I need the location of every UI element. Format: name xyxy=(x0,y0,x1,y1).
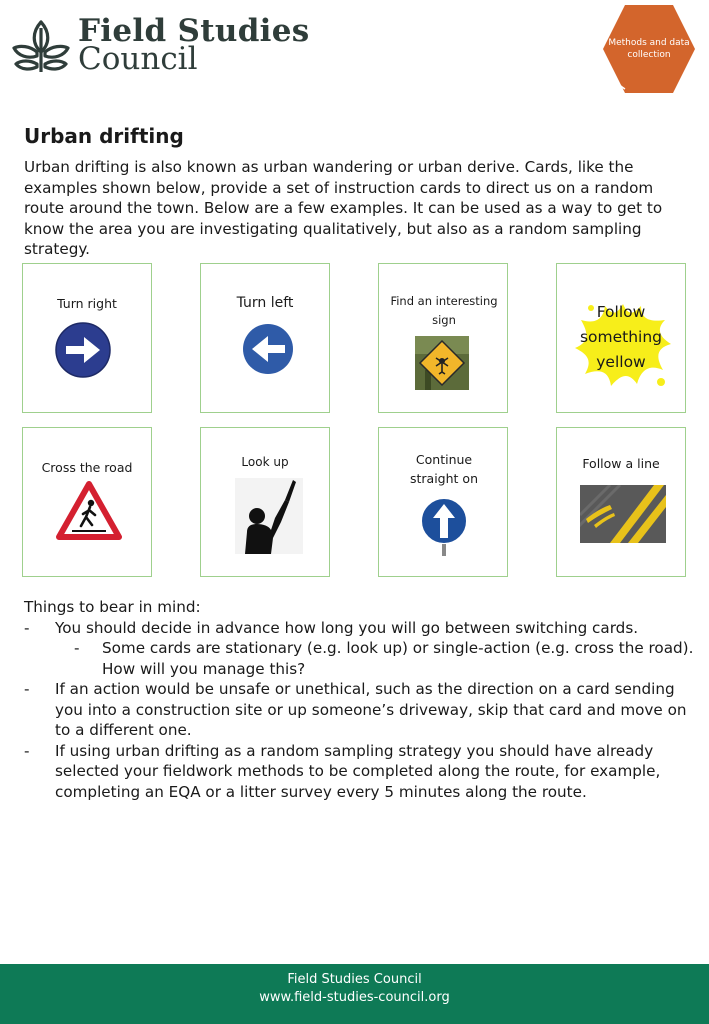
straight-ahead-sign-icon xyxy=(419,496,469,556)
card-label: Look up xyxy=(241,455,289,469)
card-follow-yellow xyxy=(556,263,686,413)
list-item xyxy=(24,741,694,803)
list-item-text: If an action would be unsafe or unethical, such as the direction on a card sending you into a construction site or up someone’s driveway, skip that card and move on to a different one. xyxy=(55,680,687,739)
person-pointing-up-silhouette xyxy=(235,472,303,554)
list-item-text: Some cards are stationary (e.g. look up) or single-action (e.g. cross the road). How will you manage this? xyxy=(102,639,694,678)
card-look-up xyxy=(200,427,330,577)
footer-website-link[interactable]: www.field-studies-council.org xyxy=(259,990,450,1005)
card-cross-road xyxy=(22,427,152,577)
card-label: Follow something yellow xyxy=(579,303,663,371)
section-badge xyxy=(601,3,697,95)
list-item xyxy=(24,679,694,741)
card-label: Turn right xyxy=(57,296,117,311)
sub-list-item xyxy=(24,638,694,679)
card-label: Find an interesting sign xyxy=(390,294,498,327)
bullet-dash: - xyxy=(74,639,80,657)
brand-line1: Field Studies xyxy=(78,13,310,49)
list-item-text: If using urban drifting as a random sampling strategy you should have already selected your fieldwork methods to be completed along the route, for example, completing an EQA or a litter survey every 5 minutes along the route. xyxy=(55,741,661,801)
brand-wordmark xyxy=(78,13,310,77)
card-label: Cross the road xyxy=(41,460,133,475)
card-continue-straight xyxy=(378,427,508,577)
page-title: Urban drifting xyxy=(24,124,184,148)
pedestrian-crossing-sign-icon xyxy=(56,481,122,541)
card-turn-left xyxy=(200,263,330,413)
bullet-dash: - xyxy=(24,618,30,637)
bullet-dash: - xyxy=(24,680,30,698)
card-label: Continue straight on xyxy=(410,452,478,486)
fsc-logo xyxy=(10,14,310,76)
badge-label: Methods and data collection xyxy=(608,38,690,60)
warning-sign-photo xyxy=(415,336,469,390)
turn-right-sign-icon xyxy=(54,321,112,379)
considerations-list xyxy=(24,597,694,802)
bullet-dash: - xyxy=(24,741,30,760)
considerations-heading: Things to bear in mind: xyxy=(24,598,201,616)
intro-paragraph: Urban drifting is also known as urban wandering or urban derive. Cards, like the examples shown below, provide a set of instruction cards to direct us on a random route around the town. Below are a few examples. It can be used as a way to get to know the area you are investigating qualitatively, but also as a random sampling strategy. xyxy=(24,158,663,258)
page-footer xyxy=(0,964,709,1024)
card-label: Turn left xyxy=(236,295,294,311)
footer-org-name: Field Studies Council xyxy=(287,972,422,987)
card-find-sign xyxy=(378,263,508,413)
yellow-road-lines-photo xyxy=(580,485,666,543)
card-label: Follow a line xyxy=(582,456,660,471)
card-follow-line xyxy=(556,427,686,577)
card-turn-right xyxy=(22,263,152,413)
turn-left-sign-icon xyxy=(241,322,295,376)
leaves-logo-icon xyxy=(10,14,72,76)
list-item-text: You should decide in advance how long you will go between switching cards. xyxy=(55,618,639,637)
brand-line2: Council xyxy=(78,41,198,77)
list-item xyxy=(24,618,694,639)
